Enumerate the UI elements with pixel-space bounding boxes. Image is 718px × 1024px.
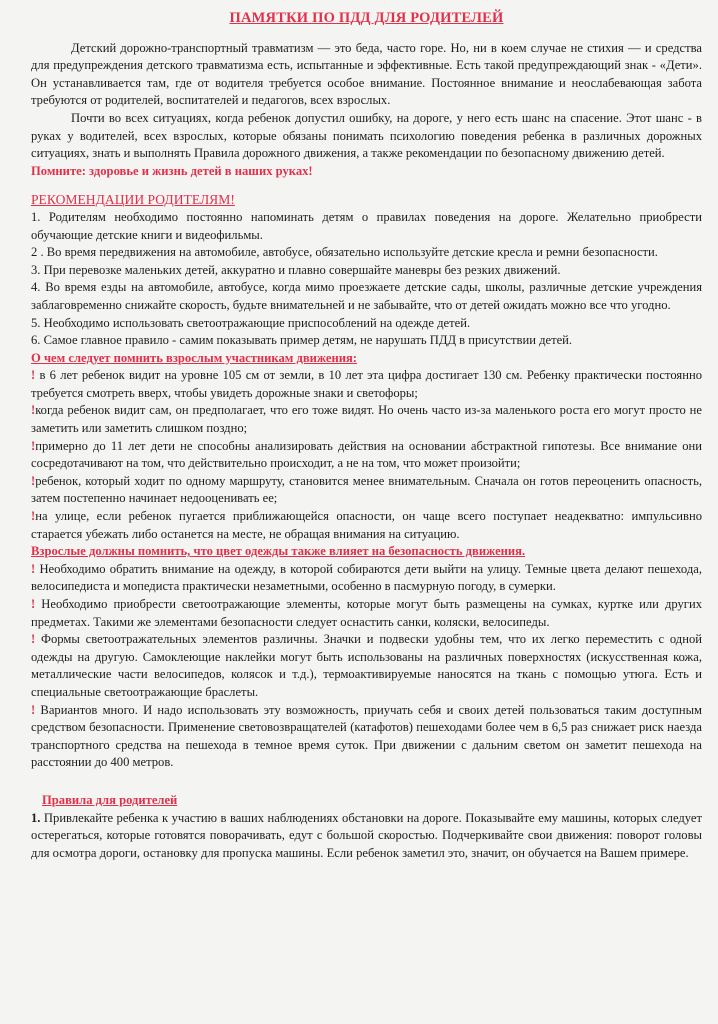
intro-paragraph-2: Почти во всех ситуациях, когда ребенок допустил ошибку, на дороге, у него есть шанс на спасение. Этот шанс - в руках у водителей, всех взрослых, которые обязаны понимать психологию поведения ребенка в различных дорожных ситуациях, знать и выполнять Правила дорожного движения, а также рекомендации по безопасному движению детей. xyxy=(31,110,702,161)
rules-item xyxy=(31,810,702,863)
clothing-item-text: Необходимо обратить внимание на одежду, в которой собираются дети выйти на улицу. Темные цвета делают пешехода, велосипедиста и мопедиста практически незаметными, особенно в пасмурную погоду, в сумерки. xyxy=(31,561,702,594)
clothing-item xyxy=(31,561,702,596)
page-title: ПАМЯТКИ ПО ПДД ДЛЯ РОДИТЕЛЕЙ xyxy=(229,10,504,26)
exclamation-mark: ! xyxy=(31,561,36,576)
remember-item-text: в 6 лет ребенок видит на уровне 105 см от земли, в 10 лет эта цифра достигает 130 см. Ребенку практически постоянно требуется смотреть вверх, чтобы увидеть дорожные знаки и светофоры; xyxy=(31,368,702,400)
remember-item-text: когда ребенок видит сам, он предполагает, что его тоже видят. Но очень часто из-за маленького роста его могут просто не заметить или заметить слишком поздно; xyxy=(31,403,702,436)
exclamation-mark: ! xyxy=(31,403,36,418)
remember-item xyxy=(31,402,702,437)
clothing-item xyxy=(31,631,702,701)
recommendation-item: 2 . Во время передвижения на автомобиле, автобусе, обязательно используйте детские кресла и ремни безопасности. xyxy=(31,245,658,260)
rules-heading: Правила для родителей xyxy=(42,792,178,807)
slogan: Помните: здоровье и жизнь детей в наших руках! xyxy=(31,163,313,178)
intro-paragraph-1: Детский дорожно-транспортный травматизм — это беда, часто горе. Но, ни в коем случае не стихия — и средства для предупреждения детского травматизма есть, испытанные и эффективные. Есть такой предупреждающий знак - «Дети». Он устанавливается там, где от водителя требуется особое внимание. Постоянное внимание и неослабевающая забота требуются от родителей, воспитателей и педагогов, всех взрослых. xyxy=(31,40,702,108)
recommendation-item: 4. Во время езды на автомобиле, автобусе, когда мимо проезжаете детские сады, школы, различные детские учреждения заблаговременно снижайте скорость, будьте внимательней и не забывайте, что от детей ожидать можно все что угодно. xyxy=(31,280,702,312)
exclamation-mark: ! xyxy=(31,368,36,383)
clothing-item-text: Вариантов много. И надо использовать эту возможность, приучать себя и своих детей пользоваться таким доступным средством безопасности. Применение световозвращателей (катафотов) пешеходами более чем в 6,5 раз снижает риск наезда транспортного средства на пешехода в темное время суток. При движении с дальним светом он заметит пешехода на расстоянии до 400 метров. xyxy=(31,702,702,770)
clothing-item-text: Необходимо приобрести светоотражающие элементы, которые могут быть размещены на сумках, куртке или других предметах. Такими же элементами безопасности следует оснастить санки, коляски, велосипеды. xyxy=(31,597,702,629)
rules-item-text: Привлекайте ребенка к участию в ваших наблюдениях обстановки на дороге. Показывайте ему машины, которых следует остерегаться, которые готовятся поворачивать, едут с большой скоростью. Подчеркивайте свои движения: поворот головы для осмотра дороги, остановку для пропуска машины. Если ребенок заметил это, значит, он обучается на Вашем примере. xyxy=(31,810,702,860)
remember-item xyxy=(31,473,702,508)
recommendation-item: 6. Самое главное правило - самим показывать пример детям, не нарушать ПДД в присутствии детей. xyxy=(31,333,573,348)
recommendations-heading: РЕКОМЕНДАЦИИ РОДИТЕЛЯМ! xyxy=(31,192,235,208)
clothing-item xyxy=(31,596,702,631)
remember-item-text: на улице, если ребенок пугается приближающейся опасности, он чаще всего поступает неадекватно: импульсивно старается убежать либо останется на месте, не обращая внимания на ситуацию. xyxy=(31,509,702,541)
remember-heading: О чем следует помнить взрослым участникам движения: xyxy=(31,350,357,365)
remember-item xyxy=(31,367,702,402)
recommendation-item: 5. Необходимо использовать светоотражающие приспособлений на одежде детей. xyxy=(31,315,471,330)
clothing-list xyxy=(31,561,702,772)
recommendations-list xyxy=(31,209,702,350)
clothing-heading: Взрослые должны помнить, что цвет одежды также влияет на безопасность движения. xyxy=(31,544,526,559)
exclamation-mark: ! xyxy=(31,702,36,717)
recommendation-item: 1. Родителям необходимо постоянно напоминать детям о правилах поведения на дороге. Желательно приобрести обучающие детские книги и видеофильмы. xyxy=(31,209,702,242)
clothing-item-text: Формы светоотражательных элементов различны. Значки и подвески удобны тем, что их легко переместить с одной одежды на другую. Самоклеющие наклейки могут быть использованы на различных поверхностях (искусственная кожа, металлические части велосипедов, колясок и т.д.), термоактивируемые наносятся на ткань с помощью утюга. Есть и специальные светоотражающие браслеты. xyxy=(31,632,702,699)
remember-list xyxy=(31,367,702,543)
rules-item-number: 1. xyxy=(31,810,41,825)
exclamation-mark: ! xyxy=(31,438,36,453)
exclamation-mark: ! xyxy=(31,632,36,647)
remember-item-text: примерно до 11 лет дети не способны анализировать действия на основании абстрактной гипотезы. Все внимание они сосредотачивают на том, что действительно происходит, а не на том, что может произойти; xyxy=(31,438,702,471)
remember-item xyxy=(31,508,702,543)
exclamation-mark: ! xyxy=(31,509,36,524)
remember-item-text: ребенок, который ходит по одному маршруту, становится менее внимательным. Сначала он готов переоценить опасность, затем постепенно начинает недооценивать ее; xyxy=(31,473,702,506)
exclamation-mark: ! xyxy=(31,473,36,488)
recommendation-item: 3. При перевозке маленьких детей, аккуратно и плавно совершайте маневры без резких движений. xyxy=(31,262,561,277)
exclamation-mark: ! xyxy=(31,597,36,611)
remember-item xyxy=(31,438,702,473)
clothing-item xyxy=(31,702,702,772)
